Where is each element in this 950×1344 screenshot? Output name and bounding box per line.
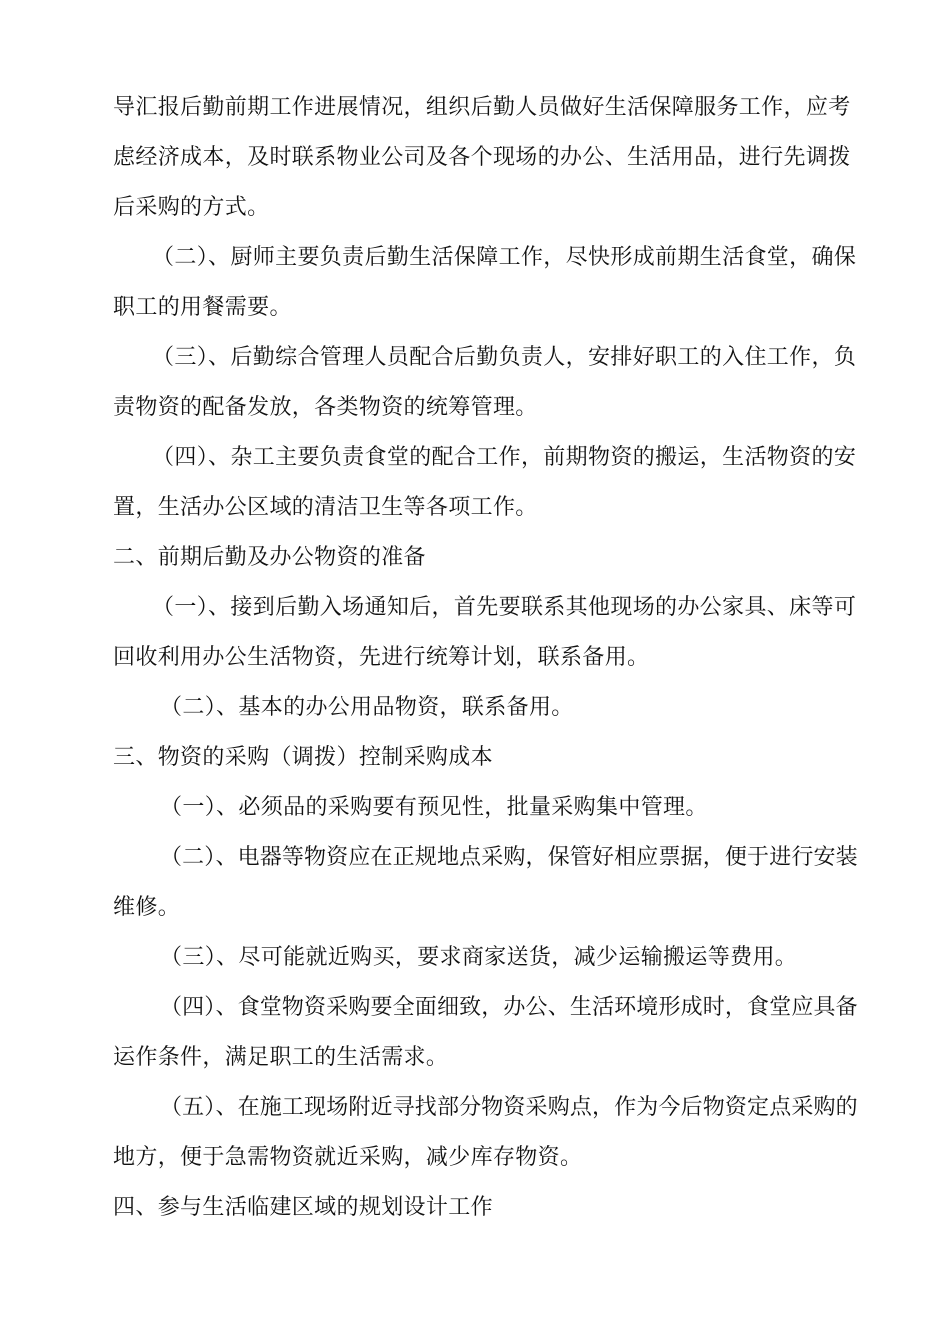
section-heading: 三、物资的采购（调拨）控制采购成本 (113, 745, 493, 770)
paragraph-line: （四）、杂工主要负责食堂的配合工作，前期物资的搬运，生活物资的安 (152, 445, 857, 470)
paragraph-line: （二）、厨师主要负责后勤生活保障工作，尽快形成前期生活食堂，确保 (152, 245, 857, 270)
paragraph-line: 运作条件，满足职工的生活需求。 (113, 1045, 449, 1070)
paragraph-line: （三）、后勤综合管理人员配合后勤负责人，安排好职工的入住工作，负 (152, 345, 857, 370)
paragraph-line: 后采购的方式。 (113, 195, 270, 220)
paragraph-line: 虑经济成本，及时联系物业公司及各个现场的办公、生活用品，进行先调拨 (113, 145, 851, 170)
paragraph-line: （五）、在施工现场附近寻找部分物资采购点，作为今后物资定点采购的 (160, 1095, 858, 1120)
paragraph-line: 回收利用办公生活物资，先进行统筹计划，联系备用。 (113, 645, 650, 670)
paragraph-line: 导汇报后勤前期工作进展情况，组织后勤人员做好生活保障服务工作，应考 (113, 95, 851, 120)
paragraph-line: 责物资的配备发放，各类物资的统筹管理。 (113, 395, 538, 420)
paragraph-line: （四）、食堂物资采购要全面细致，办公、生活环境形成时，食堂应具备 (160, 995, 858, 1020)
section-heading: 四、参与生活临建区域的规划设计工作 (113, 1195, 493, 1220)
paragraph-line: （一）、接到后勤入场通知后，首先要联系其他现场的办公家具、床等可 (152, 595, 857, 620)
paragraph-line: （一）、必须品的采购要有预见性，批量采购集中管理。 (160, 795, 708, 820)
section-heading: 二、前期后勤及办公物资的准备 (113, 545, 426, 570)
paragraph-line: 置，生活办公区域的清洁卫生等各项工作。 (113, 495, 538, 520)
paragraph-line: （三）、尽可能就近购买，要求商家送货，减少运输搬运等费用。 (160, 945, 798, 970)
paragraph-line: 维修。 (113, 895, 181, 920)
paragraph-line: 地方，便于急需物资就近采购，减少库存物资。 (113, 1145, 583, 1170)
paragraph-line: （二）、基本的办公用品物资，联系备用。 (160, 695, 574, 720)
paragraph-line: 职工的用餐需要。 (113, 295, 292, 320)
paragraph-line: （二）、电器等物资应在正规地点采购，保管好相应票据，便于进行安装 (160, 845, 858, 870)
